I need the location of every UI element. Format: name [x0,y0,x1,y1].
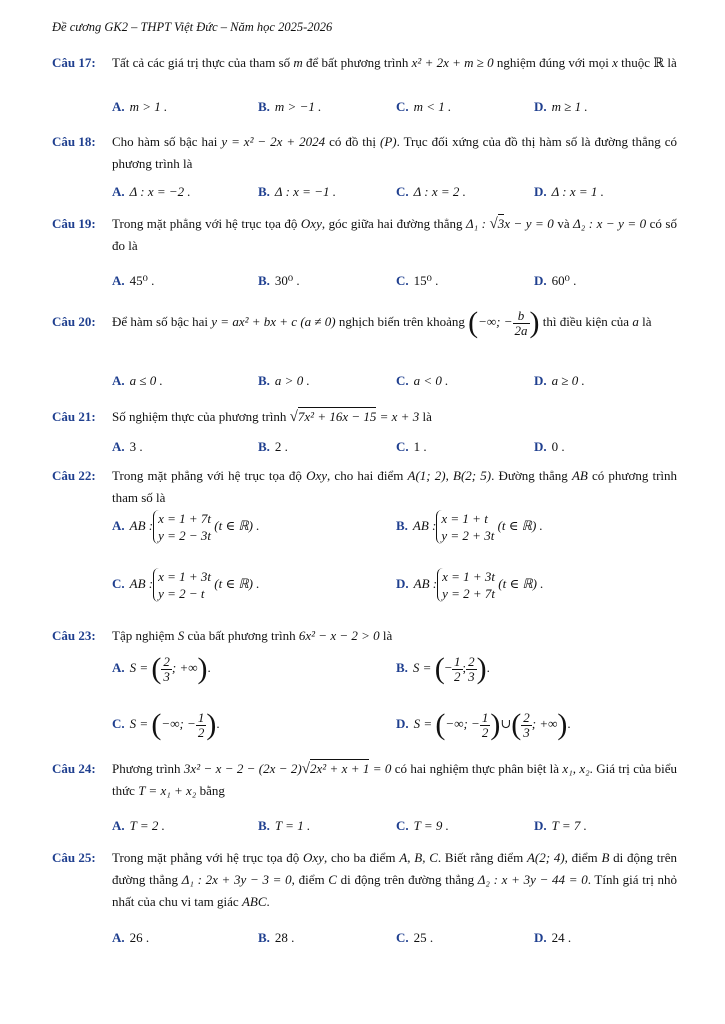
expression: T = x₁ + x₂ [138,783,197,798]
function: y = ax² + bx + c [211,314,298,329]
system-line-1: x = 1 + 3t [158,569,212,584]
numerator: 1 [481,710,489,725]
option-a[interactable]: A. S = ( $\frac{2}{3}$ ; +∞). [112,652,211,686]
text: là [382,628,393,643]
right-paren-icon: ) [476,652,487,686]
text: Phương trình [112,761,181,776]
option-d[interactable] [534,270,576,292]
text: thuộc [621,55,651,70]
text: Tất cả các giá trị thực của tham số [112,55,291,70]
text: có phương trình tham số là [112,468,678,505]
text: của [611,314,630,329]
fraction [452,655,463,683]
option-text: a < 0 . [413,373,449,388]
option-letter: D. [534,184,547,199]
denominator: 3 [163,668,170,684]
question-text [112,625,677,647]
question-text [112,52,677,74]
denominator: 2 [481,724,489,740]
option-text: Δ : x = −1 . [274,184,336,199]
question-text [112,758,677,802]
option-c[interactable] [396,270,438,292]
option-d[interactable] [534,436,565,458]
option-d[interactable] [396,568,544,602]
set-r: ℝ [653,55,665,70]
question-number: Câu 21: [52,409,96,424]
option-c[interactable] [396,181,466,203]
line-1-label: Δ₁ : [466,216,490,231]
option-d[interactable] [534,181,604,203]
option-letter: D. [534,373,547,388]
sqrt-icon: √ [289,409,298,425]
option-letter: A. [112,660,125,676]
option-c[interactable] [396,815,449,837]
option-b[interactable] [258,927,294,949]
text: . [266,894,270,909]
parameter-range: (t ∈ ℝ) . [214,575,260,591]
text: . Giá trị của biểu thức [112,761,678,798]
option-a[interactable] [112,181,191,203]
option-c[interactable] [396,927,433,949]
system-line-2: y = 2 − 3t [158,528,212,543]
question-23 [52,625,677,647]
option-text: T = 1 . [274,818,311,833]
option-text: Δ : x = 1 . [551,184,604,199]
option-letter: C. [396,273,409,288]
text: là [422,409,432,424]
denominator: 2 [197,724,205,740]
text: có hai nghiệm thực phân biệt là [394,761,560,776]
text: của bất phương trình [187,628,296,643]
options-17 [112,96,677,118]
options-23-row1 [112,652,677,686]
question-22 [52,465,677,509]
text: Tập nghiệm [112,628,175,643]
option-a[interactable] [112,436,143,458]
right-paren-icon: ) [206,708,217,742]
option-letter: D. [534,818,547,833]
numerator: 1 [454,654,461,669]
parameter-range: (t ∈ ℝ) . [498,575,544,591]
option-letter: A. [112,930,125,945]
coordinate-system: Oxy [300,216,322,231]
option-c[interactable] [112,568,260,602]
option-letter: A. [112,273,125,288]
denominator: 3 [468,668,475,684]
text: di động trên đường thẳng [340,872,475,887]
points: A, B, C [399,850,438,865]
set-label: S = [129,660,149,676]
option-letter: B. [258,930,270,945]
option-text: 2 . [274,439,288,454]
option-text: 25 . [413,930,434,945]
options-20 [112,370,677,392]
text: , cho hai điểm [327,468,404,483]
text: để bất phương trình [306,55,409,70]
question-number: Câu 19: [52,216,96,231]
question-number: Câu 23: [52,628,96,643]
option-text: 3 . [129,439,143,454]
numerator: 1 [197,710,205,725]
question-17 [52,52,677,74]
option-text: 28 . [274,930,295,945]
text: Trong mặt phẳng với hệ trục tọa độ [112,850,300,865]
text: là [667,55,677,70]
options-19 [112,270,677,292]
option-letter: D. [534,273,547,288]
function: y = x² − 2x + 2024 [221,134,326,149]
system [436,510,494,544]
point-c: C [328,872,337,887]
option-d[interactable] [534,815,587,837]
question-text [112,847,677,913]
question-number: Câu 25: [52,850,96,865]
option-letter: B. [258,99,270,114]
option-letter: C. [396,99,409,114]
page-header: Đề cương GK2 – THPT Việt Đức – Năm học 2025-2026 [52,20,333,34]
question-18 [52,131,677,175]
option-b[interactable] [258,436,288,458]
left-paren-icon: ( [435,708,446,742]
fraction [513,309,530,337]
option-letter: A. [112,818,125,833]
option-d[interactable] [534,96,588,118]
denominator: 2 [454,668,461,684]
text: Để hàm số bậc hai [112,314,209,329]
option-b[interactable] [396,510,543,544]
fraction [480,711,491,739]
text: và [557,216,570,231]
option-text: T = 7 . [551,818,587,833]
option-b[interactable] [258,370,310,392]
option-text: T = 2 . [129,818,165,833]
option-text: m < 1 . [413,99,452,114]
fraction [196,711,207,739]
text: , điểm [564,850,598,865]
numerator: 2 [523,710,530,725]
text: có số đo là [112,216,677,253]
line-1-eq: x − y = 0 [504,216,554,231]
option-text: a ≥ 0 . [551,373,585,388]
option-b[interactable] [258,96,321,118]
denominator: 3 [523,724,530,740]
text: , góc giữa hai đường thẳng [321,216,463,231]
question-number: Câu 20: [52,314,96,329]
options-24 [112,815,677,837]
question-number: Câu 22: [52,468,96,483]
option-b[interactable] [258,270,300,292]
system-line-2: y = 2 − t [158,586,205,601]
system-line-2: y = 2 + 3t [441,528,495,543]
option-a[interactable] [112,927,149,949]
separator: ; [462,660,467,676]
question-text [112,213,677,257]
interval-right: ; +∞ [171,660,198,676]
option-letter: A. [112,373,125,388]
option-letter: D. [534,439,547,454]
option-letter: A. [112,439,125,454]
question-24 [52,758,677,802]
point-a: A(2; 4) [526,850,565,865]
option-d[interactable]: D. S = (−∞; − $\frac{1}{2}$ )∪( $\frac{2}{3}$ ; +∞). [396,708,571,742]
numerator: 2 [468,654,475,669]
option-letter: B. [396,660,408,676]
text: Trong mặt phẳng với hệ trục tọa độ [112,468,302,483]
line-2: Δ₂ : x + 3y − 44 = 0 [477,872,588,887]
option-a[interactable] [112,815,165,837]
sqrt-icon: √ [301,761,310,777]
options-22-row1 [112,511,677,544]
left-paren-icon: ( [468,306,479,340]
option-c[interactable] [396,370,448,392]
text: thì điều kiện [542,314,608,329]
option-letter: D. [396,575,409,591]
system [153,568,211,602]
interval-left: −∞; − [478,314,513,329]
option-text: 26 . [129,930,150,945]
left-paren-icon: ( [511,708,522,742]
text: có đồ thị [329,134,377,149]
option-letter: B. [258,373,270,388]
condition: (a ≠ 0) [300,314,336,329]
options-23-row2 [112,708,677,742]
option-text: a ≤ 0 . [129,373,163,388]
parameter-range: (t ∈ ℝ) . [497,517,543,533]
option-prefix: AB : [129,517,154,533]
point-b: B [601,850,610,865]
variable-m: m [293,55,303,70]
radicand: 3 [497,216,505,231]
option-letter: B. [258,818,270,833]
inequality: 6x² − x − 2 > 0 [298,628,380,643]
radicand: 7x² + 16x − 15 [297,409,377,424]
text: . Tính giá trị nhỏ nhất của chu vi tam giác [112,872,678,909]
text: bằng [199,783,225,798]
option-text: 0 . [551,439,565,454]
question-number: Câu 18: [52,134,96,149]
system-line-1: x = 1 + t [441,511,488,526]
option-letter: D. [534,99,547,114]
option-prefix: AB : [413,575,438,591]
numerator: 2 [163,654,170,669]
variable-s: S [177,628,185,643]
question-21 [52,406,677,428]
text: . Trục đối xứng của đồ thị hàm số là đường thẳng có phương trình là [112,134,678,171]
set-label: S = [412,660,432,676]
option-text: Δ : x = −2 . [129,184,191,199]
text: nghịch biến trên khoảng [338,314,465,329]
text: . Đường thẳng [491,468,568,483]
options-22-row2 [112,569,677,602]
minus-sign: − [444,660,453,676]
option-letter: C. [396,373,409,388]
sqrt-icon: √ [489,216,498,232]
option-letter: B. [258,439,270,454]
line-ab: AB [571,468,588,483]
option-a[interactable] [112,510,260,544]
text: nghiệm đúng với mọi [496,55,609,70]
variable-a: a [632,314,639,329]
numerator: b [513,309,530,324]
option-d[interactable] [534,370,585,392]
text: , điểm [291,872,325,887]
question-25 [52,847,677,913]
radicand: 2x² + x + 1 [309,761,370,776]
text: di động trên đường thẳng [112,850,678,887]
option-c[interactable] [396,436,427,458]
option-letter: C. [396,439,409,454]
union-sign: ∪ [500,716,512,732]
option-prefix: AB : [129,575,154,591]
option-text: m > −1 . [274,99,322,114]
left-paren-icon: ( [434,652,445,686]
text: Trong mặt phẳng với hệ trục tọa độ [112,216,298,231]
system [437,568,495,602]
option-b[interactable]: B. S = (− $\frac{1}{2}$ ; $\frac{2}{3}$ ). [396,652,490,686]
triangle: ABC [241,894,267,909]
point-b: B(2; 5) [453,468,492,483]
set-label: S = [413,716,433,732]
options-21 [112,436,677,458]
option-letter: C. [396,818,409,833]
text: . Biết rằng điểm [437,850,524,865]
option-letter: D. [534,930,547,945]
interval-left: −∞; − [161,716,196,732]
option-letter: C. [396,184,409,199]
option-letter: A. [112,184,125,199]
option-text: 45⁰ . [129,273,155,288]
option-letter: B. [258,273,270,288]
right-paren-icon: ) [557,708,568,742]
system-line-1: x = 1 + 3t [442,569,496,584]
coordinate-system: Oxy [306,468,328,483]
equation-part: 3x² − x − 2 − (2x − 2) [183,761,302,776]
system [153,510,211,544]
text: là [642,314,652,329]
roots: x₁, x₂ [562,761,590,776]
option-letter: A. [112,517,125,533]
coordinate-system: Oxy [303,850,324,865]
interval-left: −∞; − [445,716,480,732]
options-18 [112,181,677,203]
option-letter: B. [396,517,408,533]
right-paren-icon: ) [197,652,208,686]
option-a[interactable] [112,370,163,392]
option-c[interactable]: C. S = (−∞; − $\frac{1}{2}$ ). [112,708,220,742]
option-text: 60⁰ . [551,273,577,288]
question-text [112,406,677,428]
option-text: T = 9 . [413,818,449,833]
question-number: Câu 17: [52,55,96,70]
option-b[interactable] [258,815,310,837]
fraction [521,711,532,739]
option-a[interactable] [112,96,167,118]
question-text: Trong mặt phẳng với hệ trục tọa độ Oxy, cho hai điểm A(1; 2), B(2; 5). Đường thẳng AB có phương trình tham số là [112,468,678,505]
system-line-1: x = 1 + 7t [158,511,212,526]
text: Cho hàm số bậc hai [112,134,218,149]
option-text: a > 0 . [274,373,310,388]
point-a: A(1; 2) [407,468,446,483]
left-paren-icon: ( [151,708,162,742]
question-text [112,306,677,340]
fraction [161,655,172,683]
option-text: 24 . [551,930,572,945]
line-2: Δ₂ : x − y = 0 [573,216,647,231]
fraction [466,655,477,683]
parameter-range: (t ∈ ℝ) . [214,517,260,533]
line-1: Δ₁ : 2x + 3y − 3 = 0 [181,872,292,887]
option-text: m ≥ 1 . [551,99,588,114]
option-prefix: AB : [412,517,437,533]
interval-right: ; +∞ [531,716,558,732]
option-b[interactable] [258,181,336,203]
inequality: x² + 2x + m ≥ 0 [411,55,494,70]
equation-part: = 0 [372,761,392,776]
denominator: 2a [514,322,528,338]
question-text [112,131,677,175]
option-text: 1 . [413,439,427,454]
set-label: S = [129,716,149,732]
question-20 [52,306,677,340]
text: Số nghiệm thực của phương trình [112,409,287,424]
option-text: 15⁰ . [413,273,439,288]
option-c[interactable] [396,96,451,118]
right-paren-icon: ) [529,306,540,340]
option-letter: C. [396,930,409,945]
right-paren-icon: ) [490,708,501,742]
options-25 [112,927,677,949]
system-line-2: y = 2 + 7t [442,586,496,601]
option-letter: C. [112,716,125,732]
question-number: Câu 24: [52,761,96,776]
option-text: Δ : x = 2 . [413,184,466,199]
left-paren-icon: ( [151,652,162,686]
variable-x: x [612,55,618,70]
text: , cho ba điểm [323,850,396,865]
option-text: 30⁰ . [274,273,300,288]
option-a[interactable] [112,270,154,292]
graph-p: (P) [379,134,397,149]
question-19 [52,213,677,257]
option-letter: B. [258,184,270,199]
option-d[interactable] [534,927,571,949]
option-text: m > 1 . [129,99,168,114]
option-letter: D. [396,716,409,732]
rhs: = x + 3 [379,409,420,424]
option-letter: C. [112,575,125,591]
option-letter: A. [112,99,125,114]
